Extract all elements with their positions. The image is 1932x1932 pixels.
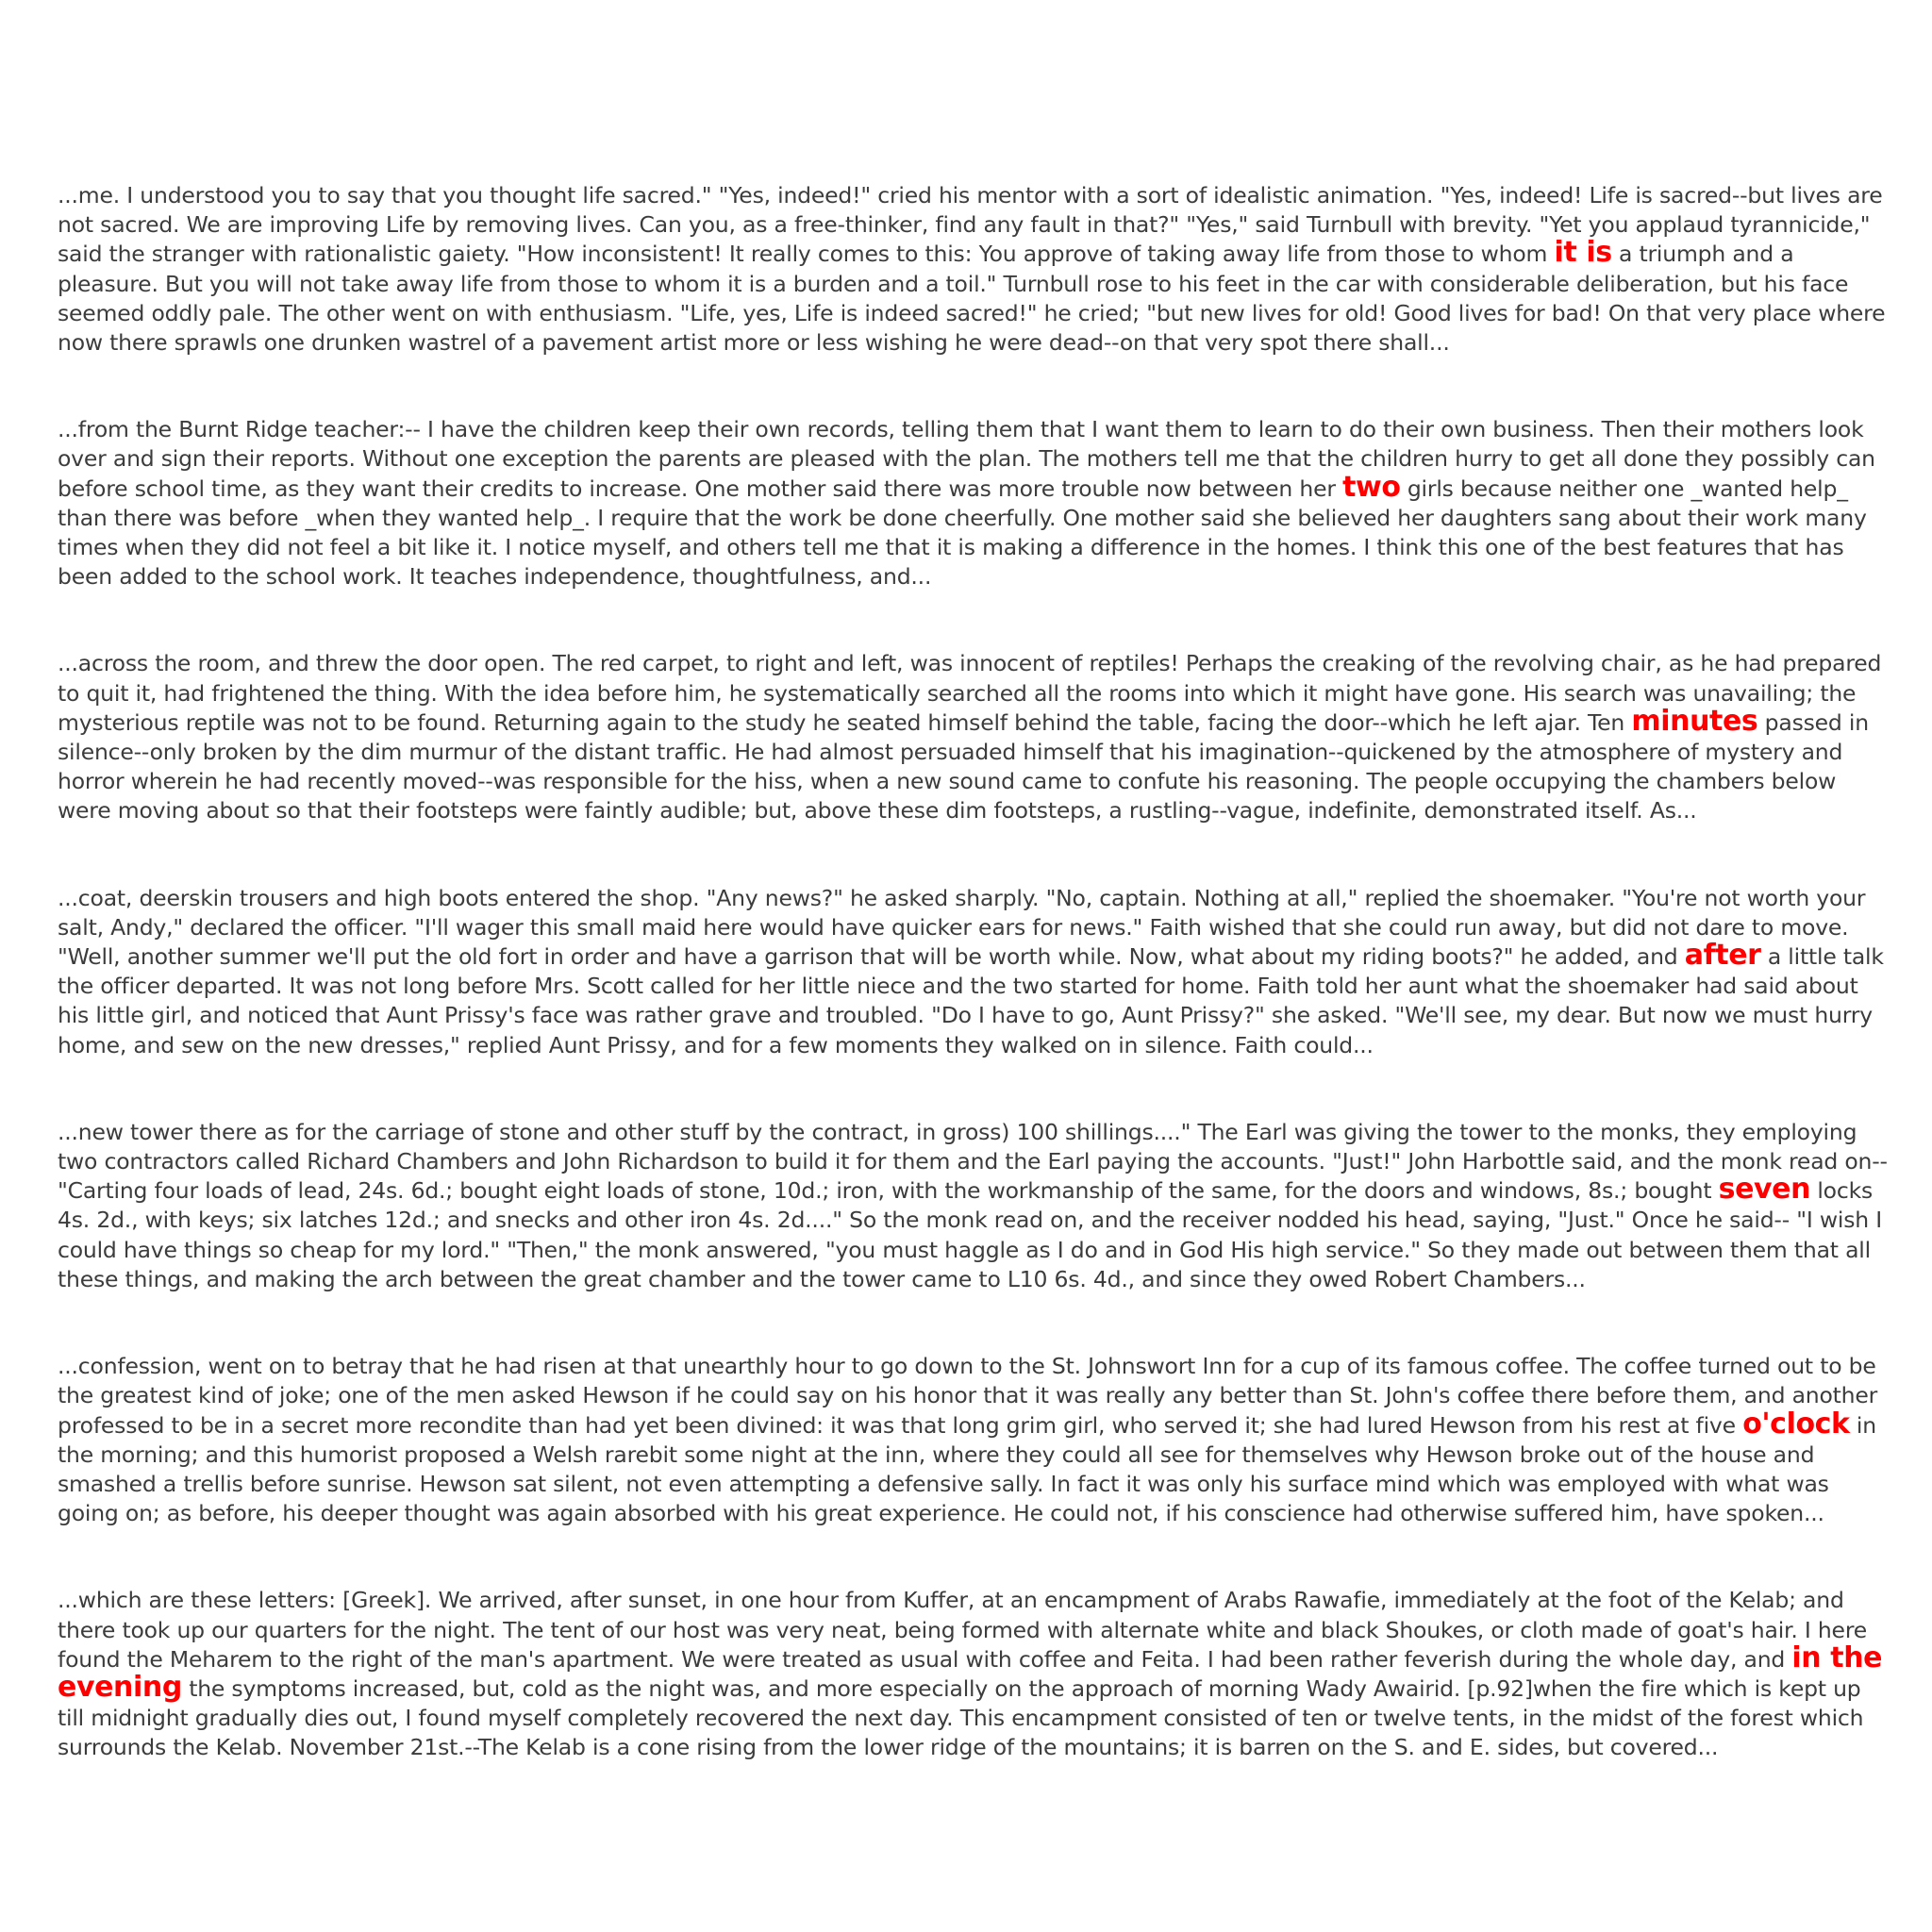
passage-6	[58, 1352, 1888, 1528]
passage-text-before: ...new tower there as for the carriage of stone and other stuff by the contract, in gross) 100 shillings...." The Earl was giving the tower to the monks, they employing two contractors called Richard Chambers and John Richardson to build it for them and the Earl paying the accounts. "Just!" John Harbottle said, and the monk read on-- "Carting four loads of lead, 24s. 6d.; bought eight loads of stone, 10d.; iron, with the workmanship of the same, for the doors and windows, 8s.; bought	[58, 1118, 1888, 1205]
passage-2	[58, 415, 1888, 591]
passage-text-after: passed in silence--only broken by the dim murmur of the distant traffic. He had almost persuaded himself that his imagination--quickened by the atmosphere of mystery and horror wherein he had recently moved--was responsible for the hiss, when a new sound came to confute his reasoning. The people occupying the chambers below were moving about so that their footsteps were faintly audible; but, above these dim footsteps, a rustling--vague, indefinite, demonstrated itself. As...	[58, 708, 1869, 824]
document-body	[58, 181, 1888, 1821]
passage-text-before: ...which are these letters: [Greek]. We arrived, after sunset, in one hour from Kuffer, at an encampment of Arabs Rawafie, immediately at the foot of the Kelab; and there took up our quarters for the night. The tent of our host was very neat, being formed with alternate white and black Shoukes, or cloth made of goat's hair. I here found the Meharem to the right of the man's apartment. We were treated as usual with coffee and Feita. I had been rather feverish during the whole day, and	[58, 1587, 1868, 1673]
passage-7	[58, 1586, 1888, 1762]
passage-3	[58, 649, 1888, 825]
passage-text-before: ...from the Burnt Ridge teacher:-- I have the children keep their own records, telling them that I want them to learn to do their own business. Then their mothers look over and sign their reports. Without one exception the parents are pleased with the plan. The mothers tell me that the children hurry to get all done they possibly can before school time, as they want their credits to increase. One mother said there was more trouble now between her	[58, 416, 1875, 502]
highlighted-phrase: minutes	[1631, 704, 1758, 738]
highlighted-phrase: o'clock	[1742, 1407, 1850, 1441]
highlighted-phrase: it is	[1554, 236, 1612, 270]
passage-text-after: a triumph and a pleasure. But you will not take away life from those to whom it is a burden and a toil." Turnbull rose to his feet in the car with considerable deliberation, but his face seemed oddly pale. The other went on with enthusiasm. "Life, yes, Life is indeed sacred!" he cried; "but new lives for old! Good lives for bad! On that very place where now there sprawls one drunken wastrel of a pavement artist more or less wishing he were dead--on that very spot there shall...	[58, 241, 1886, 357]
highlighted-phrase: two	[1342, 470, 1401, 504]
passage-4	[58, 884, 1888, 1060]
highlighted-phrase: seven	[1718, 1173, 1811, 1207]
passage-5	[58, 1118, 1888, 1294]
passage-text-before: ...me. I understood you to say that you thought life sacred." "Yes, indeed!" cried his mentor with a sort of idealistic animation. "Yes, indeed! Life is sacred--but lives are not sacred. We are improving Life by removing lives. Can you, as a free-thinker, find any fault in that?" "Yes," said Turnbull with brevity. "Yet you applaud tyrannicide," said the stranger with rationalistic gaiety. "How inconsistent! It really comes to this: You approve of taking away life from those to whom	[58, 182, 1883, 268]
passage-1	[58, 181, 1888, 358]
passage-text-after: locks 4s. 2d., with keys; six latches 12d.; and snecks and other iron 4s. 2d...." So the monk read on, and the receiver nodded his head, saying, "Just." Once he said-- "I wish I could have things so cheap for my lord." "Then," the monk answered, "you must haggle as I do and in God His high service." So they made out between them that all these things, and making the arch between the great chamber and the tower came to L10 6s. 4d., and since they owed Robert Chambers...	[58, 1177, 1882, 1292]
passage-text-before: ...coat, deerskin trousers and high boots entered the shop. "Any news?" he asked sharply. "No, captain. Nothing at all," replied the shoemaker. "You're not worth your salt, Andy," declared the officer. "I'll wager this small maid here would have quicker ears for news." Faith wished that she could run away, but did not dare to move. "Well, another summer we'll put the old fort in order and have a garrison that will be worth while. Now, what about my riding boots?" he added, and	[58, 884, 1866, 971]
passage-text-after: in the morning; and this humorist proposed a Welsh rarebit some night at the inn, where they could all see for themselves why Hewson broke out of the house and smashed a trellis before sunrise. Hewson sat silent, not even attempting a defensive sally. In fact it was only his surface mind which was employed with what was going on; as before, his deeper thought was again absorbed with his great experience. He could not, if his conscience had otherwise suffered him, have spoken...	[58, 1411, 1876, 1527]
highlighted-phrase: after	[1684, 939, 1761, 973]
passage-text-before: ...across the room, and threw the door open. The red carpet, to right and left, was innocent of reptiles! Perhaps the creaking of the revolving chair, as he had prepared to quit it, had frightened the thing. With the idea before him, he systematically searched all the rooms into which it might have gone. His search was unavailing; the mysterious reptile was not to be found. Returning again to the study he seated himself behind the table, facing the door--which he left ajar. Ten	[58, 650, 1882, 736]
passage-text-after: a little talk the officer departed. It was not long before Mrs. Scott called for her little niece and the two started for home. Faith told her aunt what the shoemaker had said about his little girl, and noticed that Aunt Prissy's face was rather grave and troubled. "Do I have to go, Aunt Prissy?" she asked. "We'll see, my dear. But now we must hurry home, and sew on the new dresses," replied Aunt Prissy, and for a few moments they walked on in silence. Faith could...	[58, 943, 1884, 1058]
passage-text-before: ...confession, went on to betray that he had risen at that unearthly hour to go down to the St. Johnswort Inn for a cup of its famous coffee. The coffee turned out to be the greatest kind of joke; one of the men asked Hewson if he could say on his honor that it was really any better than St. John's coffee there before them, and another professed to be in a secret more recondite than had yet been divined: it was that long grim girl, who served it; she had lured Hewson from his rest at five	[58, 1353, 1878, 1439]
passage-text-after: girls because neither one _wanted help_ than there was before _when they wanted help_. I require that the work be done cheerfully. One mother said she believed her daughters sang about their work many times when they did not feel a bit like it. I notice myself, and others tell me that it is making a difference in the homes. I think this one of the best features that has been added to the school work. It teaches independence, thoughtfulness, and...	[58, 475, 1867, 591]
highlighted-phrase: in the evening	[58, 1641, 1883, 1704]
passage-text-after: the symptoms increased, but, cold as the night was, and more especially on the approach of morning Wady Awairid. [p.92]when the fire which is kept up till midnight gradually dies out, I found myself completely recovered the next day. This encampment consisted of ten or twelve tents, in the midst of the forest which surrounds the Kelab. November 21st.--The Kelab is a cone rising from the lower ridge of the mountains; it is barren on the S. and E. sides, but covered...	[58, 1674, 1864, 1761]
